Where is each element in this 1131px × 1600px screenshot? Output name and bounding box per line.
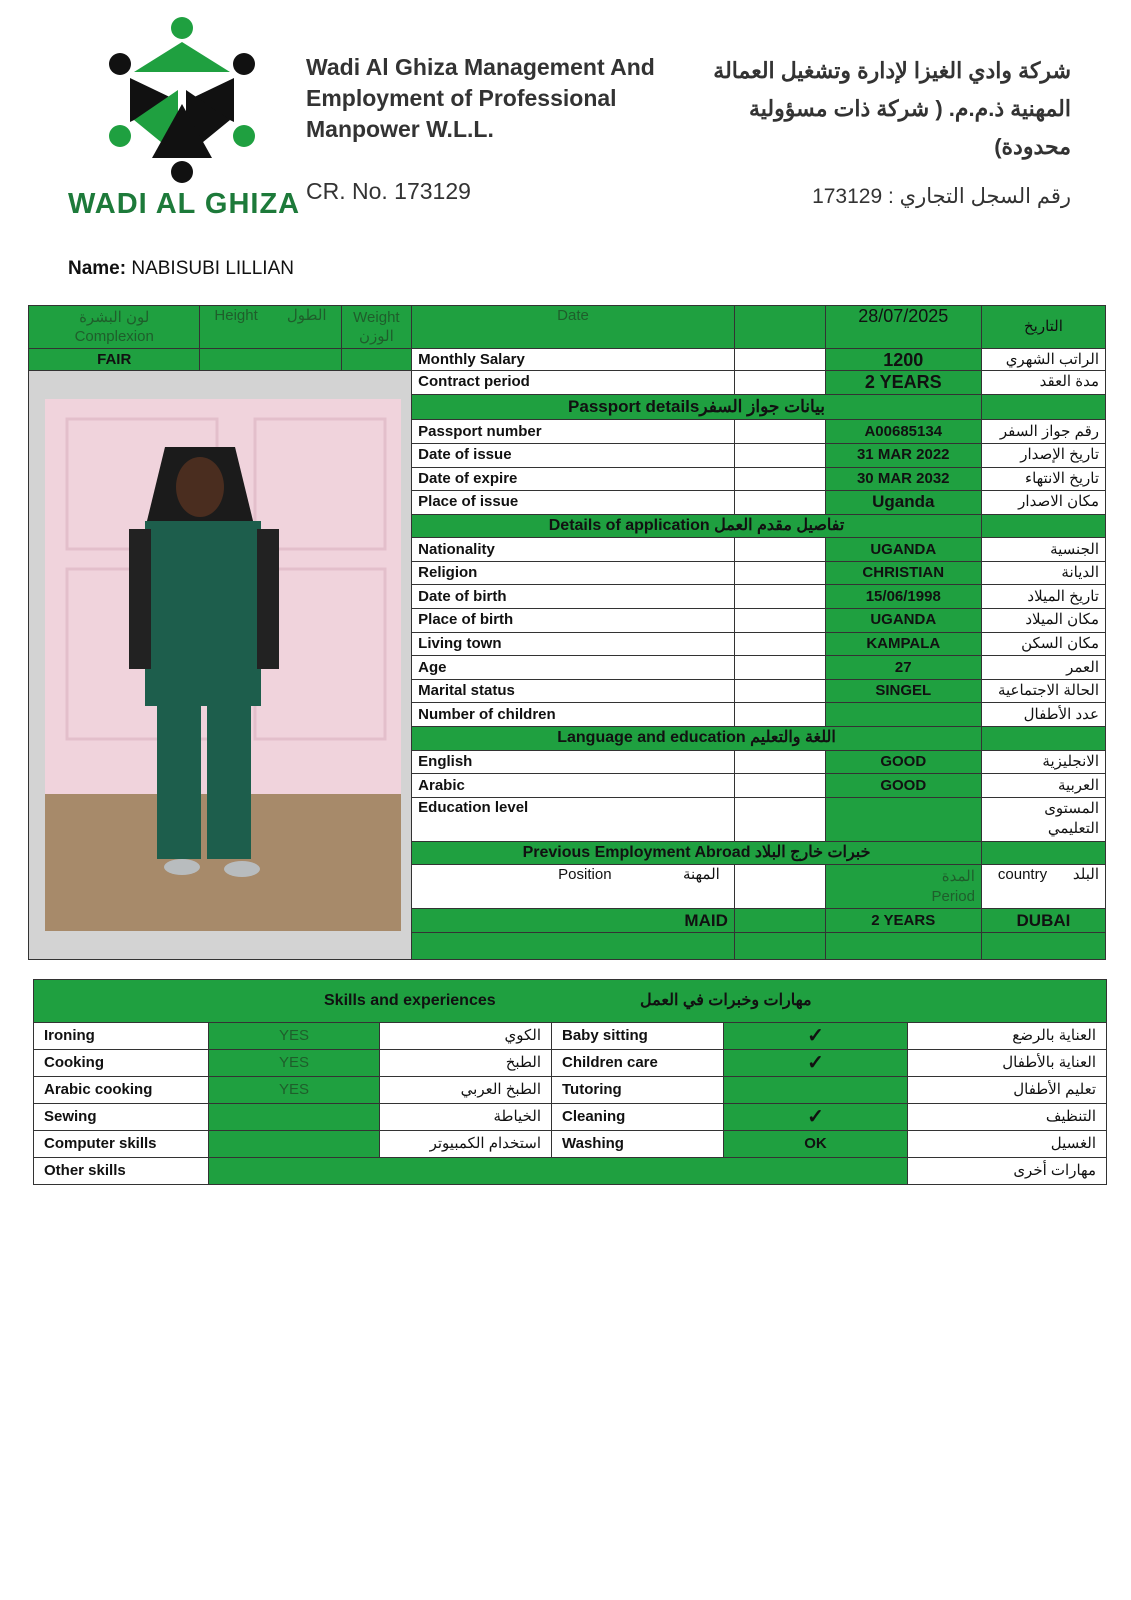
skills-title-en: Skills and experiences bbox=[324, 992, 496, 1009]
previous-country: DUBAI bbox=[981, 909, 1105, 933]
date-value: 28/07/2025 bbox=[825, 306, 981, 349]
skill-label: Arabic cooking bbox=[34, 1077, 209, 1104]
application-field-label-ar: الجنسية bbox=[981, 538, 1105, 562]
skill-label: Children care bbox=[552, 1050, 724, 1077]
application-field-value: UGANDA bbox=[825, 538, 981, 562]
height-header: Height الطول bbox=[200, 306, 341, 349]
cr-number-en: CR. No. 173129 bbox=[306, 178, 471, 204]
date-label: Date bbox=[412, 306, 735, 349]
language-level: GOOD bbox=[825, 750, 981, 774]
passport-field-label-ar: رقم جواز السفر bbox=[981, 420, 1105, 444]
skill-value bbox=[724, 1077, 908, 1104]
education-label-ar: المستوى التعليمي bbox=[981, 797, 1105, 841]
application-field-value: KAMPALA bbox=[825, 632, 981, 656]
passport-field-value: 30 MAR 2032 bbox=[825, 467, 981, 491]
skill-label: Washing bbox=[552, 1131, 724, 1158]
skill-label-ar: تعليم الأطفال bbox=[908, 1077, 1107, 1104]
skill-row bbox=[34, 1050, 1107, 1077]
weight-value bbox=[341, 349, 412, 371]
skill-row bbox=[34, 1077, 1107, 1104]
passport-field-label: Passport number bbox=[412, 420, 735, 444]
cr-number-ar: رقم السجل التجاري : 173129 bbox=[812, 185, 1071, 208]
skill-value bbox=[209, 1104, 380, 1131]
application-field-label: Place of birth bbox=[412, 609, 735, 633]
position-header: Position المهنة bbox=[412, 865, 735, 909]
application-field-label: Religion bbox=[412, 561, 735, 585]
passport-field-label: Place of issue bbox=[412, 491, 735, 515]
contract-row bbox=[29, 371, 1106, 395]
skill-value: YES bbox=[209, 1023, 380, 1050]
other-skills-value bbox=[209, 1158, 908, 1185]
date-label-ar: التاريخ bbox=[981, 306, 1105, 349]
skill-value bbox=[209, 1131, 380, 1158]
skill-label-ar: التنظيف bbox=[908, 1104, 1107, 1131]
salary-value: 1200 bbox=[825, 349, 981, 371]
passport-field-label-ar: مكان الاصدار bbox=[981, 491, 1105, 515]
skill-label-ar: الخياطة bbox=[380, 1104, 552, 1131]
skill-value: YES bbox=[209, 1050, 380, 1077]
contract-value: 2 YEARS bbox=[825, 371, 981, 395]
application-field-value: 15/06/1998 bbox=[825, 585, 981, 609]
skill-row bbox=[34, 1131, 1107, 1158]
weight-header: Weight الوزن bbox=[341, 306, 412, 349]
other-skills-label-ar: مهارات أخرى bbox=[908, 1158, 1107, 1185]
other-skills-row bbox=[34, 1158, 1107, 1185]
application-field-label-ar: مكان السكن bbox=[981, 632, 1105, 656]
language-level: GOOD bbox=[825, 774, 981, 798]
candidate-photo bbox=[45, 399, 401, 931]
passport-field-label: Date of issue bbox=[412, 443, 735, 467]
application-field-label: Date of birth bbox=[412, 585, 735, 609]
application-title: Details of application تفاصيل مقدم العمل bbox=[412, 514, 982, 538]
skill-label: Cleaning bbox=[552, 1104, 724, 1131]
skill-label-ar: الطبخ العربي bbox=[380, 1077, 552, 1104]
passport-field-value: Uganda bbox=[825, 491, 981, 515]
application-field-label-ar: عدد الأطفال bbox=[981, 703, 1105, 727]
skill-row bbox=[34, 1104, 1107, 1131]
cv-table bbox=[28, 305, 1106, 960]
check-icon: ✓ bbox=[724, 1023, 908, 1050]
language-label: Arabic bbox=[412, 774, 735, 798]
skill-label-ar: العناية بالرضع bbox=[908, 1023, 1107, 1050]
physical-header-row bbox=[29, 306, 1106, 349]
application-field-label-ar: الحالة الاجتماعية bbox=[981, 679, 1105, 703]
contract-label-ar: مدة العقد bbox=[981, 371, 1105, 395]
application-field-value: 27 bbox=[825, 656, 981, 680]
language-label: English bbox=[412, 750, 735, 774]
passport-field-label: Date of expire bbox=[412, 467, 735, 491]
skills-table bbox=[33, 979, 1107, 1185]
complexion-value: FAIR bbox=[29, 349, 200, 371]
skill-label: Cooking bbox=[34, 1050, 209, 1077]
previous-period: 2 YEARS bbox=[825, 909, 981, 933]
skill-value: YES bbox=[209, 1077, 380, 1104]
passport-title: Passport detailsبيانات جواز السفر bbox=[412, 394, 982, 420]
skill-label-ar: الغسيل bbox=[908, 1131, 1107, 1158]
application-field-label-ar: العمر bbox=[981, 656, 1105, 680]
logo-wordmark: WADI AL GHIZA bbox=[68, 188, 301, 220]
application-field-label-ar: مكان الميلاد bbox=[981, 609, 1105, 633]
company-name-en: Wadi Al Ghiza Management And Employment of Professional Manpower W.L.L. bbox=[306, 54, 655, 142]
height-value bbox=[200, 349, 341, 371]
skill-label: Ironing bbox=[34, 1023, 209, 1050]
name-label: Name: bbox=[68, 258, 127, 279]
application-field-label: Marital status bbox=[412, 679, 735, 703]
passport-field-value: A00685134 bbox=[825, 420, 981, 444]
photo-cell bbox=[29, 371, 412, 960]
application-field-label-ar: تاريخ الميلاد bbox=[981, 585, 1105, 609]
application-field-label: Number of children bbox=[412, 703, 735, 727]
application-field-label: Nationality bbox=[412, 538, 735, 562]
application-field-value: UGANDA bbox=[825, 609, 981, 633]
skill-label: Sewing bbox=[34, 1104, 209, 1131]
contract-label: Contract period bbox=[412, 371, 735, 395]
previous-title: Previous Employment Abroad خبرات خارج البلاد bbox=[412, 841, 982, 865]
complexion-header: لون البشرة Complexion bbox=[29, 306, 200, 349]
skill-label: Tutoring bbox=[552, 1077, 724, 1104]
application-field-value: SINGEL bbox=[825, 679, 981, 703]
application-field-value: CHRISTIAN bbox=[825, 561, 981, 585]
passport-field-value: 31 MAR 2022 bbox=[825, 443, 981, 467]
education-value bbox=[825, 797, 981, 841]
skill-label-ar: استخدام الكمبيوتر bbox=[380, 1131, 552, 1158]
other-skills-label: Other skills bbox=[34, 1158, 209, 1185]
skill-row bbox=[34, 1023, 1107, 1050]
skills-title-ar: مهارات وخبرات في العمل bbox=[640, 992, 812, 1009]
country-header: country البلد bbox=[981, 865, 1105, 909]
period-header: المدة Period bbox=[825, 865, 981, 909]
name-value: NABISUBI LILLIAN bbox=[131, 258, 294, 279]
application-field-value bbox=[825, 703, 981, 727]
check-icon: ✓ bbox=[724, 1050, 908, 1077]
skill-label-ar: الطبخ bbox=[380, 1050, 552, 1077]
skills-header-row bbox=[34, 980, 1107, 1023]
education-label: Education level bbox=[412, 797, 735, 841]
application-field-label-ar: الديانة bbox=[981, 561, 1105, 585]
date-spacer bbox=[734, 306, 825, 349]
application-field-label: Living town bbox=[412, 632, 735, 656]
previous-position: MAID bbox=[412, 909, 735, 933]
company-name-ar: شركة وادي الغيزا لإدارة وتشغيل العمالة المهنية ذ.م.م. ( شركة ذات مسؤولية محدودة) bbox=[713, 58, 1071, 159]
skill-label: Baby sitting bbox=[552, 1023, 724, 1050]
skill-label: Computer skills bbox=[34, 1131, 209, 1158]
salary-label-ar: الراتب الشهري bbox=[981, 349, 1105, 371]
language-title: Language and education اللغة والتعليم bbox=[412, 727, 982, 751]
passport-field-label-ar: تاريخ الإصدار bbox=[981, 443, 1105, 467]
language-label-ar: الانجليزية bbox=[981, 750, 1105, 774]
language-label-ar: العربية bbox=[981, 774, 1105, 798]
passport-field-label-ar: تاريخ الانتهاء bbox=[981, 467, 1105, 491]
skill-label-ar: الكوي bbox=[380, 1023, 552, 1050]
salary-row bbox=[29, 349, 1106, 371]
application-field-label: Age bbox=[412, 656, 735, 680]
skill-value: OK bbox=[724, 1131, 908, 1158]
check-icon: ✓ bbox=[724, 1104, 908, 1131]
salary-label: Monthly Salary bbox=[412, 349, 735, 371]
skill-label-ar: العناية بالأطفال bbox=[908, 1050, 1107, 1077]
candidate-name bbox=[68, 258, 294, 280]
skills-title bbox=[34, 980, 1107, 1023]
